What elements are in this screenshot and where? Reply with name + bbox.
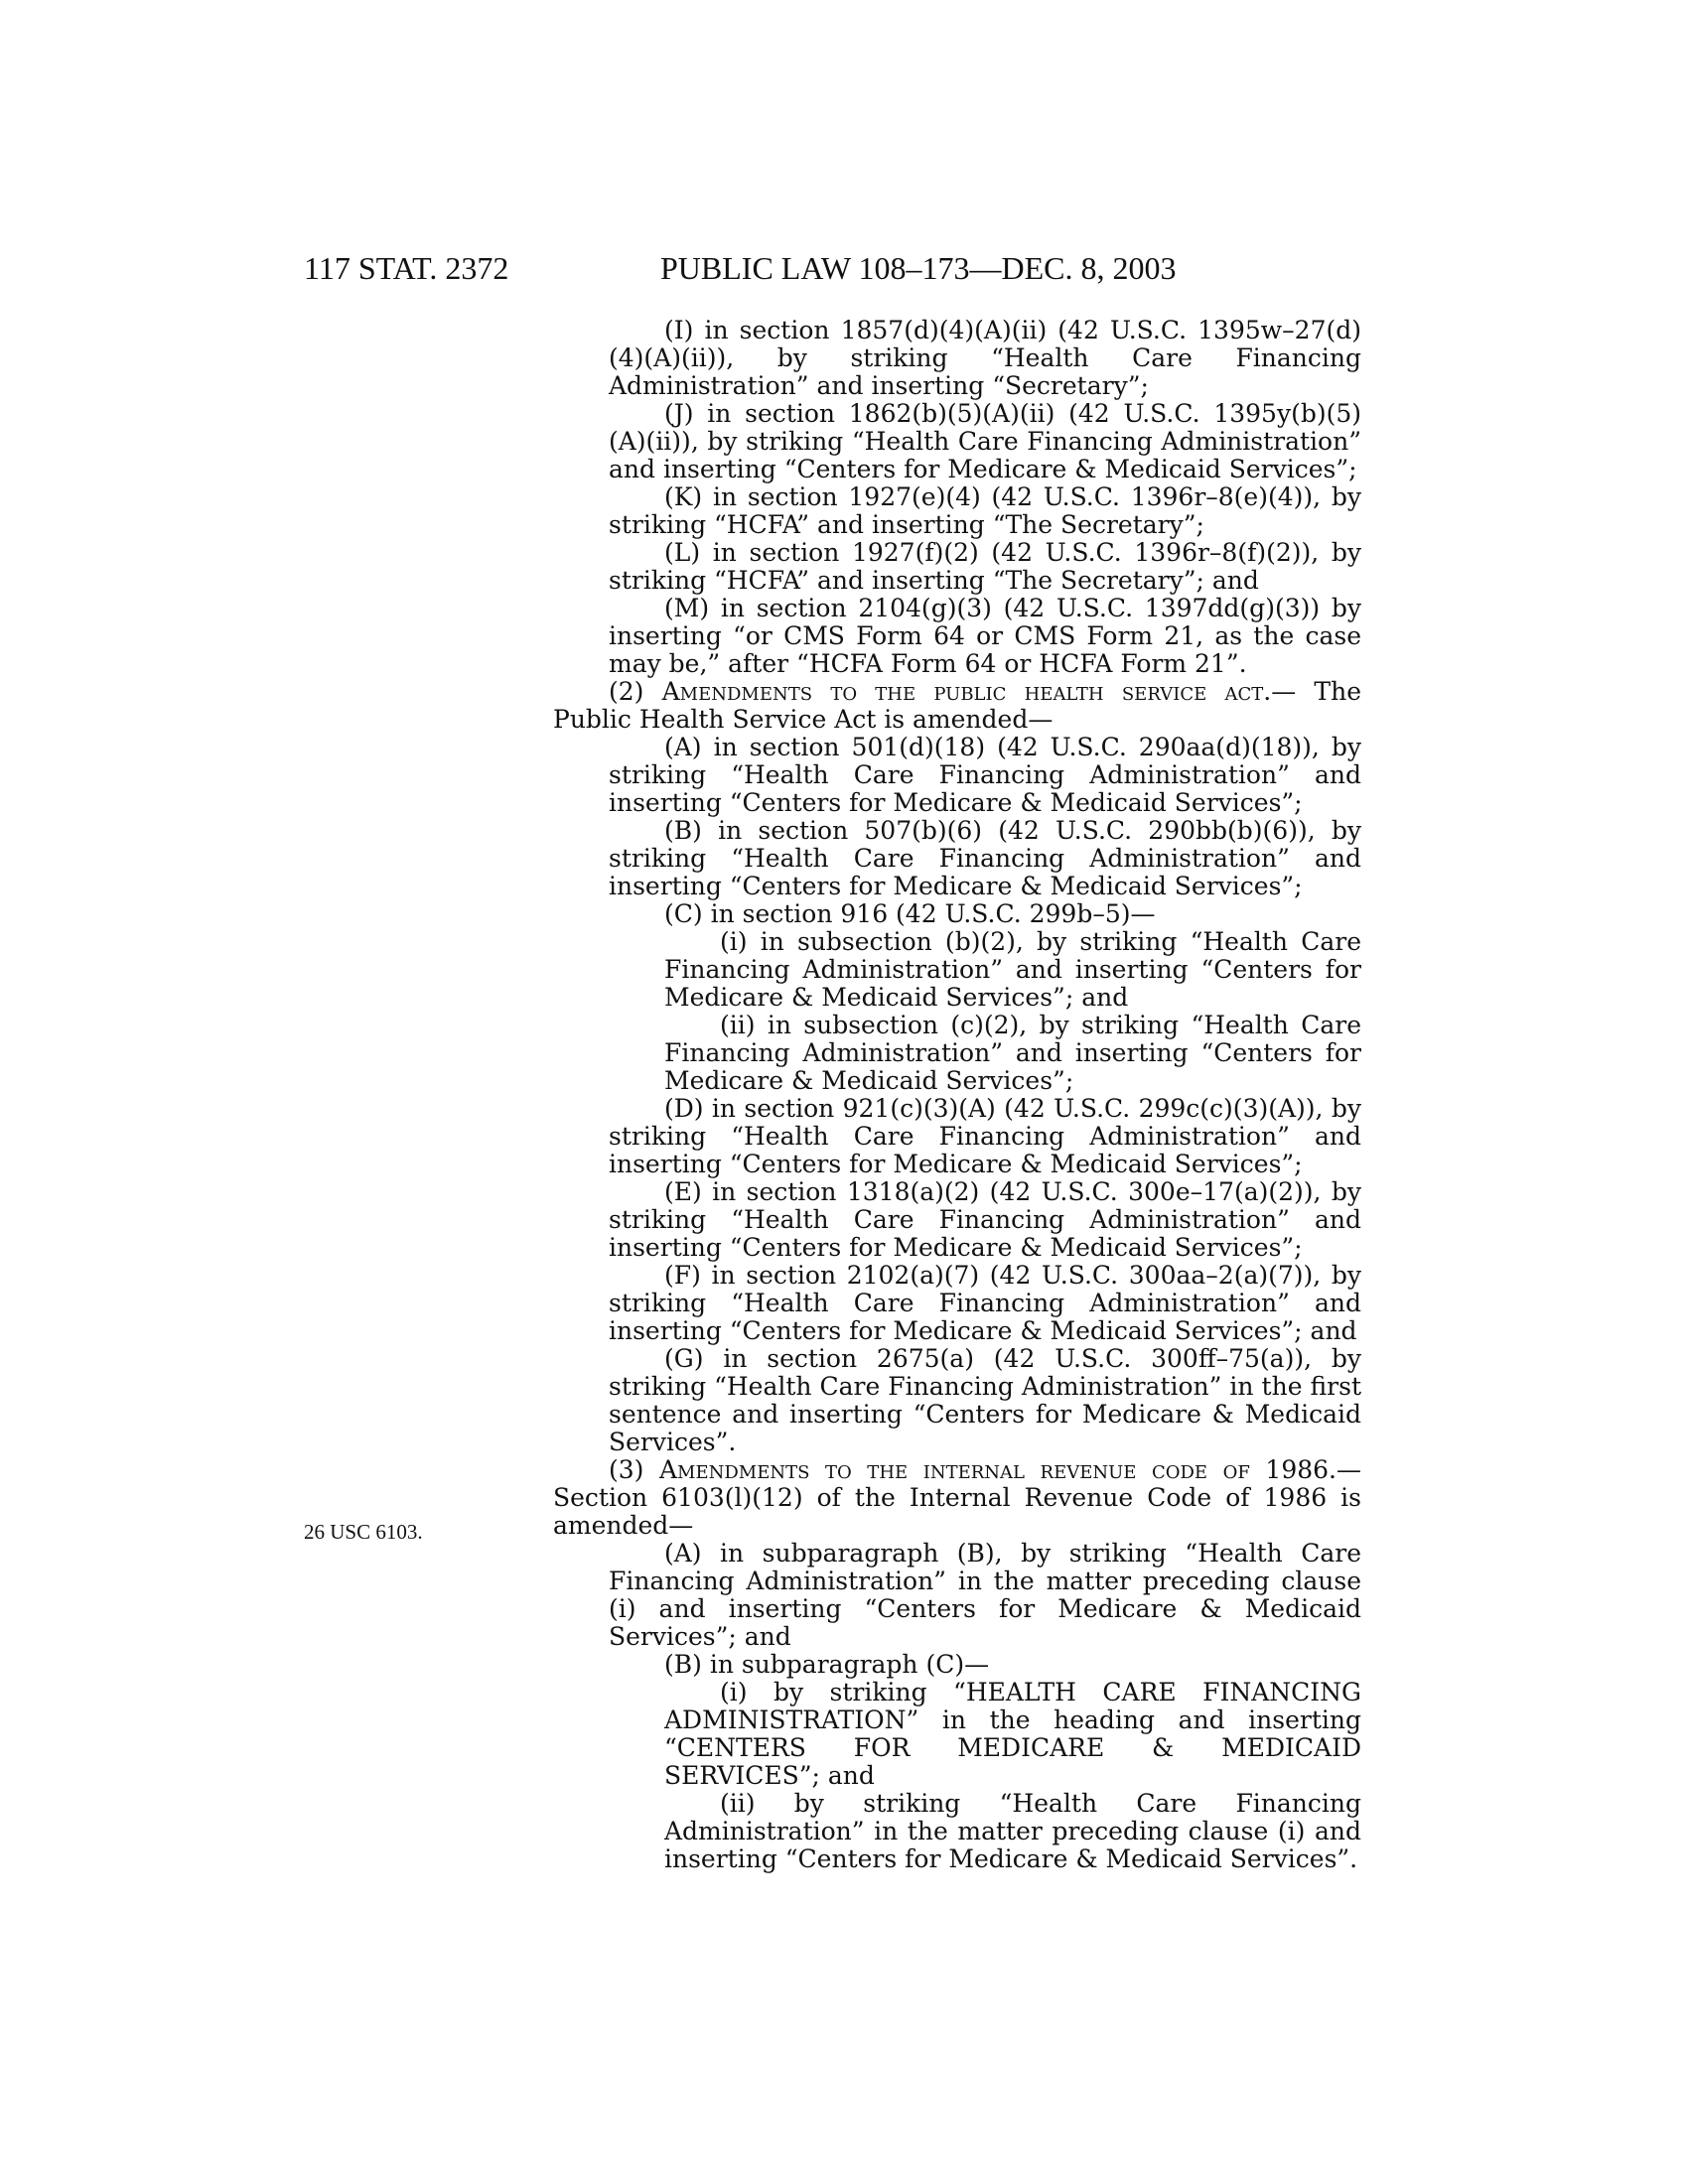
paragraph	[553, 595, 1361, 678]
paragraph-text: (K) in section 1927(e)(4) (42 U.S.C. 1396r–8(e)(4)), by striking “HCFA” and inserting “The Secretary”;	[609, 482, 1361, 539]
body-text	[553, 317, 1361, 1873]
paragraph	[553, 317, 1361, 400]
paragraph-text: (B) in section 507(b)(6) (42 U.S.C. 290bb(b)(6)), by striking “Health Care Financing Administration” and inserting “Centers for Medicare & Medicaid Services”;	[609, 816, 1361, 900]
paragraph-text: The Public Health Service Act is amended—	[553, 677, 1361, 734]
paragraph	[553, 1345, 1361, 1456]
paragraph-text: (E) in section 1318(a)(2) (42 U.S.C. 300e–17(a)(2)), by striking “Health Care Financing Administration” and inserting “Centers for Medicare & Medicaid Services”;	[609, 1177, 1361, 1262]
paragraph	[553, 1095, 1361, 1178]
paragraph-text: (A) in section 501(d)(18) (42 U.S.C. 290aa(d)(18)), by striking “Health Care Financing Administration” and inserting “Centers for Medicare & Medicaid Services”;	[609, 733, 1361, 817]
paragraph	[553, 817, 1361, 900]
paragraph	[553, 1540, 1361, 1651]
paragraph-text: (D) in section 921(c)(3)(A) (42 U.S.C. 299c(c)(3)(A)), by striking “Health Care Financing Administration” and inserting “Centers for Medicare & Medicaid Services”;	[609, 1094, 1361, 1178]
paragraph	[553, 483, 1361, 539]
paragraph	[553, 1790, 1361, 1873]
paragraph	[553, 400, 1361, 483]
paragraph-text: (i) in subsection (b)(2), by striking “Health Care Financing Administration” and inserting “Centers for Medicare & Medicaid Services”; and	[664, 927, 1361, 1012]
paragraph-heading: (2) Amendments to the public health service act.—	[609, 677, 1297, 706]
paragraph	[553, 1456, 1361, 1540]
paragraph-text: (M) in section 2104(g)(3) (42 U.S.C. 1397dd(g)(3)) by inserting “or CMS Form 64 or CMS Form 21, as the case may be,” after “HCFA Form 64 or HCFA Form 21”.	[609, 594, 1361, 678]
paragraph	[553, 1012, 1361, 1095]
paragraph	[553, 539, 1361, 595]
paragraph-text: (A) in subparagraph (B), by striking “Health Care Financing Administration” in the matter preceding clause (i) and inserting “Centers for Medicare & Medicaid Services”; and	[609, 1539, 1361, 1651]
paragraph	[553, 1651, 1361, 1679]
paragraph-text: (F) in section 2102(a)(7) (42 U.S.C. 300aa–2(a)(7)), by striking “Health Care Financing Administration” and inserting “Centers for Medicare & Medicaid Services”; and	[609, 1261, 1361, 1345]
paragraph-text: Section 6103(l)(12) of the Internal Revenue Code of 1986 is amended—	[553, 1483, 1361, 1540]
paragraph	[553, 1262, 1361, 1345]
paragraph	[553, 1178, 1361, 1262]
paragraph-text: (G) in section 2675(a) (42 U.S.C. 300ff–75(a)), by striking “Health Care Financing Administration” in the first sentence and inserting “Centers for Medicare & Medicaid Services”.	[609, 1344, 1361, 1456]
paragraph-text: (ii) in subsection (c)(2), by striking “Health Care Financing Administration” and inserting “Centers for Medicare & Medicaid Services”;	[664, 1011, 1361, 1095]
paragraph-text: (L) in section 1927(f)(2) (42 U.S.C. 1396r–8(f)(2)), by striking “HCFA” and inserting “The Secretary”; and	[609, 538, 1361, 595]
paragraph	[553, 928, 1361, 1012]
paragraph-text: (ii) by striking “Health Care Financing Administration” in the matter preceding clause (i) and inserting “Centers for Medicare & Medicaid Services”.	[664, 1789, 1361, 1873]
paragraph-text: (B) in subparagraph (C)—	[664, 1650, 990, 1679]
paragraph-text: (C) in section 916 (42 U.S.C. 299b–5)—	[664, 899, 1156, 928]
paragraph	[553, 734, 1361, 817]
paragraph-text: (i) by striking “HEALTH CARE FINANCING ADMINISTRATION” in the heading and inserting “CENTERS FOR MEDICARE & MEDICAID SERVICES”; and	[664, 1678, 1361, 1790]
paragraph-text: (I) in section 1857(d)(4)(A)(ii) (42 U.S.C. 1395w–27(d)(4)(A)(ii)), by striking “Health Care Financing Administration” and inserting “Secretary”;	[609, 316, 1361, 400]
paragraph	[553, 678, 1361, 734]
statute-citation: 117 STAT. 2372	[304, 250, 509, 286]
law-title: PUBLIC LAW 108–173—DEC. 8, 2003	[660, 250, 1177, 286]
paragraph	[553, 900, 1361, 928]
margin-note: 26 USC 6103.	[304, 1520, 423, 1544]
paragraph-text: (J) in section 1862(b)(5)(A)(ii) (42 U.S.C. 1395y(b)(5)(A)(ii)), by striking “Health Care Financing Administration” and inserting “Centers for Medicare & Medicaid Services”;	[609, 399, 1361, 483]
paragraph	[553, 1679, 1361, 1790]
page-header	[0, 248, 1688, 288]
paragraph-heading: (3) Amendments to the internal revenue code of 1986.—	[609, 1455, 1361, 1484]
